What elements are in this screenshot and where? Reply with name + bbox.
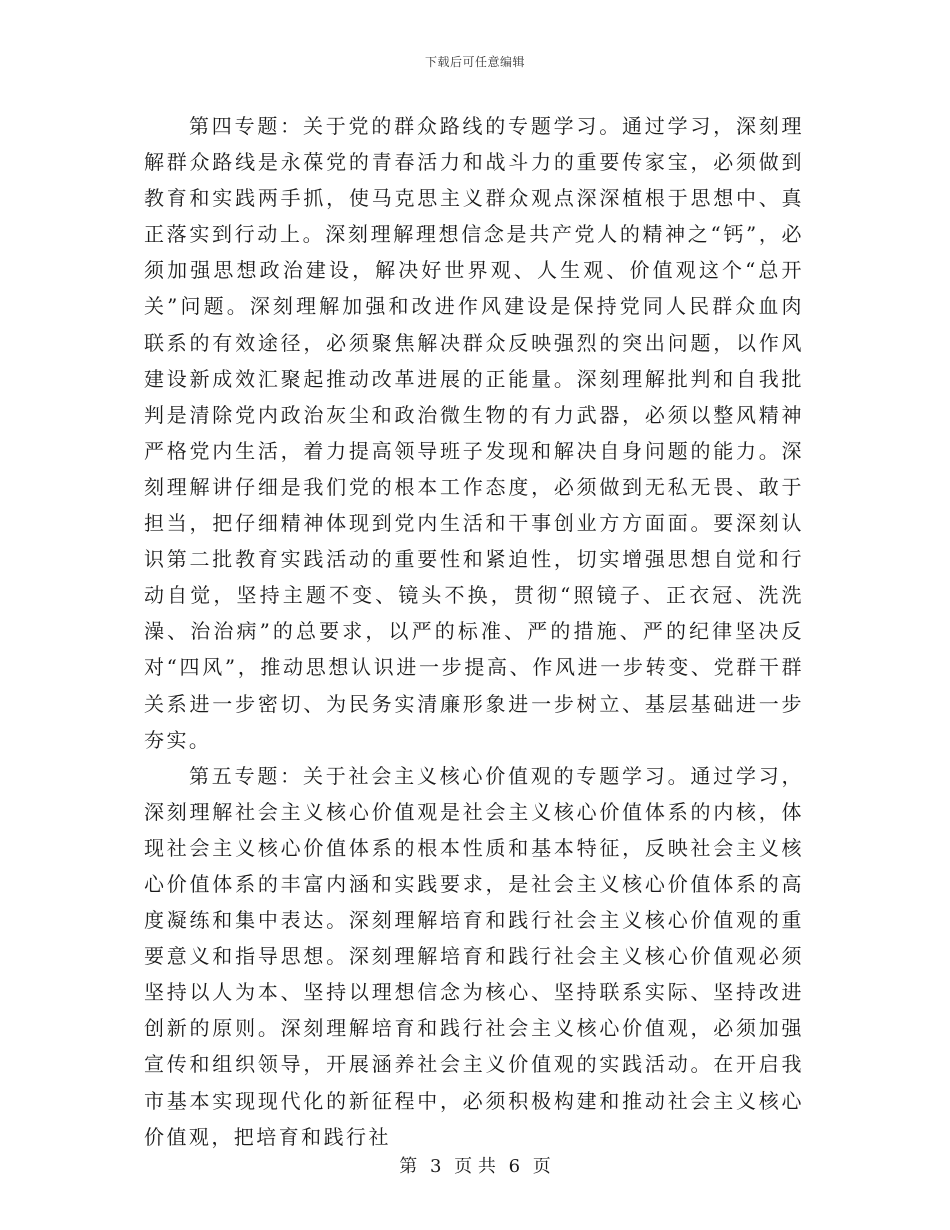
paragraph-topic-four: 第四专题：关于党的群众路线的专题学习。通过学习，深刻理解群众路线是永葆党的青春活力和战斗力的重要传家宝，必须做到教育和实践两手抓，使马克思主义群众观点深深植根于思想中、真正落实到行动上。深刻理解理想信念是共产党人的精神之“钙”，必须加强思想政治建设，解决好世界观、人生观、价值观这个“总开关”问题。深刻理解加强和改进作风建设是保持党同人民群众血肉联系的有效途径，必须聚焦解决群众反映强烈的突出问题，以作风建设新成效汇聚起推动改革进展的正能量。深刻理解批判和自我批判是清除党内政治灰尘和政治微生物的有力武器，必须以整风精神严格党内生活，着力提高领导班子发现和解决自身问题的能力。深刻理解讲仔细是我们党的根本工作态度，必须做到无私无畏、敢于担当，把仔细精神体现到党内生活和干事创业方方面面。要深刻认识第二批教育实践活动的重要性和紧迫性，切实增强思想自觉和行动自觉，坚持主题不变、镜头不换，贯彻“照镜子、正衣冠、洗洗澡、治治病”的总要求，以严的标准、严的措施、严的纪律坚决反对“四风”，推动思想认识进一步提高、作风进一步转变、党群干群关系进一步密切、为民务实清廉形象进一步树立、基层基础进一步夯实。 bbox=[144, 114, 804, 752]
page-footer bbox=[0, 1152, 950, 1178]
paragraph-topic-five: 第五专题：关于社会主义核心价值观的专题学习。通过学习，深刻理解社会主义核心价值观是社会主义核心价值体系的内核，体现社会主义核心价值体系的根本性质和基本特征，反映社会主义核心价值体系的丰富内涵和实践要求，是社会主义核心价值体系的高度凝练和集中表达。深刻理解培育和践行社会主义核心价值观的重要意义和指导思想。深刻理解培育和践行社会主义核心价值观必须坚持以人为本、坚持以理想信念为核心、坚持联系实际、坚持改进创新的原则。深刻理解培育和践行社会主义核心价值观，必须加强宣传和组织领导，开展涵养社会主义价值观的实践活动。在开启我市基本实现现代化的新征程中，必须积极构建和推动社会主义核心价值观，把培育和践行社 bbox=[144, 763, 804, 1149]
current-page-number: 3 bbox=[429, 1156, 442, 1177]
footer-prefix: 第 bbox=[399, 1156, 418, 1177]
document-body bbox=[144, 108, 804, 1155]
total-pages-number: 6 bbox=[508, 1156, 521, 1177]
footer-middle: 页 共 bbox=[454, 1156, 496, 1177]
page-header: 下载后可任意编辑 bbox=[424, 55, 525, 69]
footer-suffix: 页 bbox=[532, 1156, 551, 1177]
